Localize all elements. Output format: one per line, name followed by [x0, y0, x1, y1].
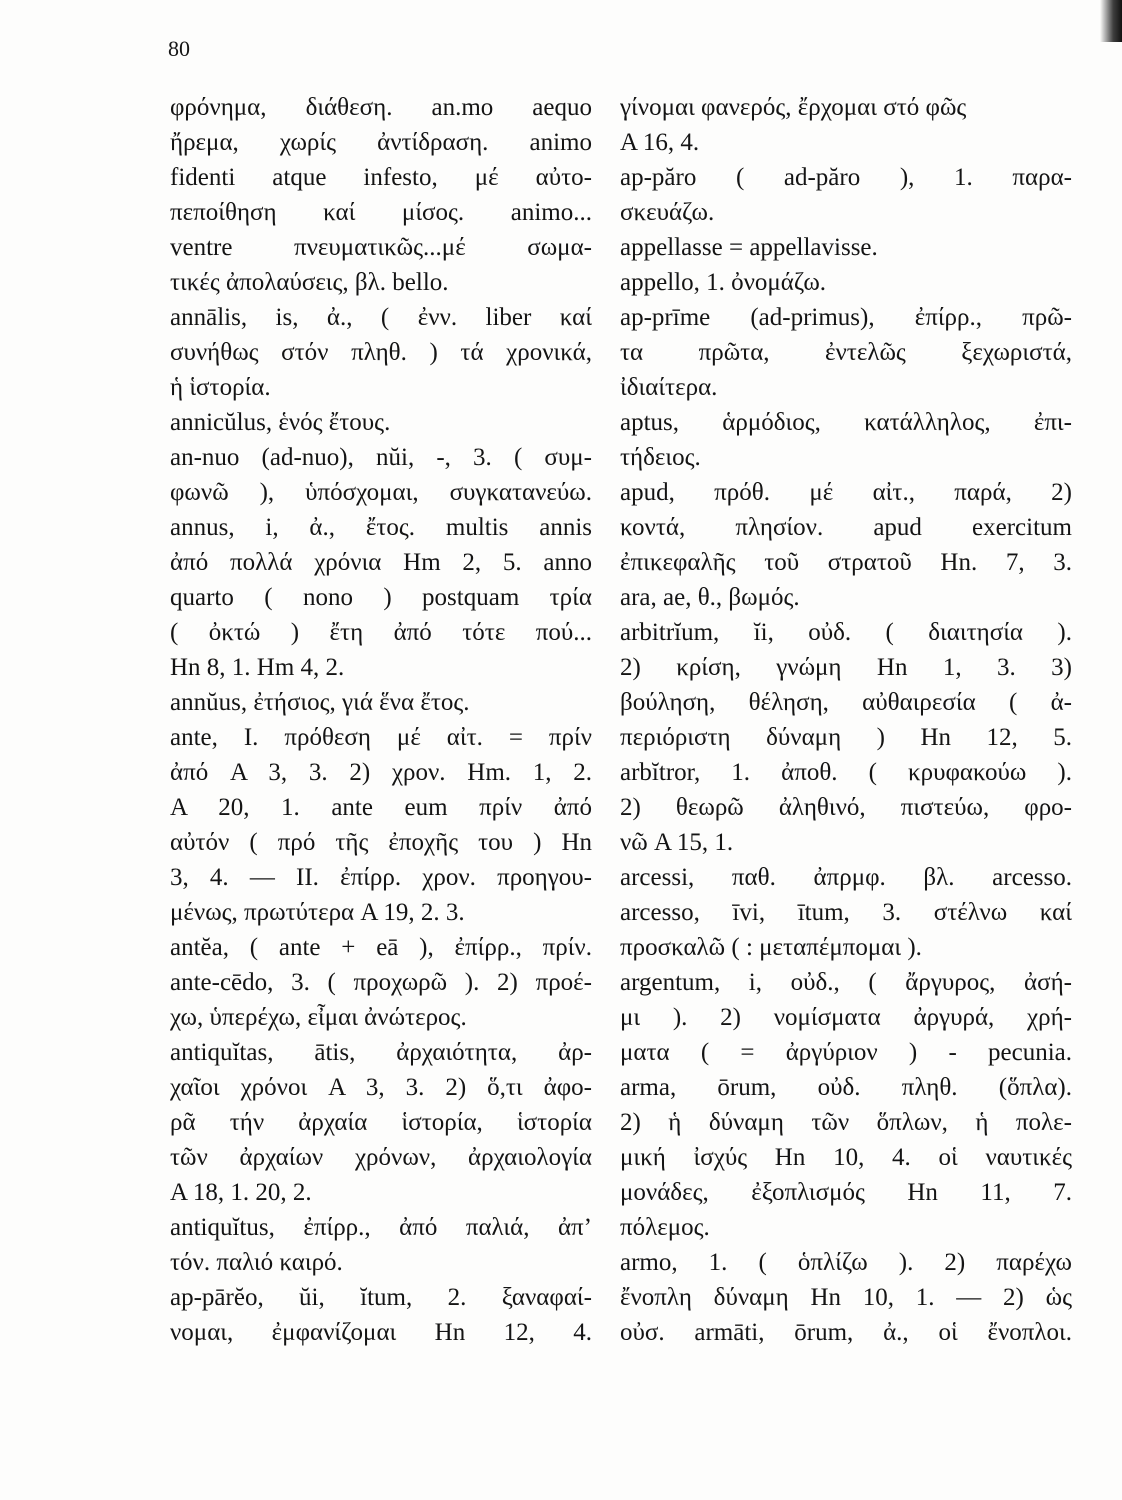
dictionary-line: armo, 1. ( ὁπλίζω ). 2) παρέχω: [620, 1249, 1072, 1276]
dictionary-line: annālis, is, ἀ., ( ἐνν. liber καί: [170, 304, 592, 331]
dictionary-line: arcessi, παθ. ἀπρμφ. βλ. arcesso.: [620, 864, 1072, 891]
dictionary-line: 2) ἡ δύναμη τῶν ὅπλων, ἡ πολε-: [620, 1109, 1072, 1136]
dictionary-line: ap-prīme (ad-primus), ἐπίρρ., πρῶ-: [620, 304, 1072, 331]
dictionary-line: ara, ae, θ., βωμός.: [620, 584, 800, 611]
dictionary-line: ἡ ἱστορία.: [170, 374, 271, 401]
dictionary-line: arcesso, īvi, ītum, 3. στέλνω καί: [620, 899, 1072, 926]
dictionary-line: appello, 1. ὀνομάζω.: [620, 269, 827, 296]
dictionary-line: βούληση, θέληση, αὐθαιρεσία ( ἀ-: [620, 689, 1072, 716]
page-number: 80: [168, 36, 190, 61]
dictionary-line: αὐτόν ( πρό τῆς ἐποχῆς του ) Hn: [170, 829, 592, 856]
left-column: [170, 90, 592, 1350]
dictionary-line: ἰδιαίτερα.: [620, 374, 718, 401]
dictionary-line: A 18, 1. 20, 2.: [170, 1179, 312, 1206]
dictionary-line: πεποίθηση καί μίσος. animo...: [170, 199, 592, 226]
dictionary-line: 3, 4. — II. ἐπίρρ. χρον. προηγου-: [170, 864, 592, 891]
dictionary-line: προσκαλῶ ( : μεταπέμπομαι ).: [620, 934, 922, 961]
dictionary-line: μική ἰσχύς Hn 10, 4. οἱ ναυτικές: [620, 1144, 1072, 1171]
dictionary-line: σκευάζω.: [620, 199, 715, 226]
dictionary-line: antiquĭtas, ātis, ἀρχαιότητα, ἀρ-: [170, 1039, 592, 1066]
dictionary-line: argentum, i, οὐδ., ( ἄργυρος, ἀσή-: [620, 969, 1072, 996]
dictionary-line: τῶν ἀρχαίων χρόνων, ἀρχαιολογία: [170, 1144, 592, 1171]
dictionary-line: arma, ōrum, οὐδ. πληθ. (ὅπλα).: [620, 1074, 1072, 1101]
dictionary-line: ante-cēdo, 3. ( προχωρῶ ). 2) προέ-: [170, 969, 592, 996]
dictionary-line: ρᾶ τήν ἀρχαία ἱστορία, ἱστορία: [170, 1109, 592, 1136]
dictionary-line: antĕa, ( ante + eā ), ἐπίρρ., πρίν.: [170, 934, 592, 961]
dictionary-line: 2) θεωρῶ ἀληθινό, πιστεύω, φρο-: [620, 794, 1072, 821]
dictionary-line: χω, ὑπερέχω, εἶμαι ἀνώτερος.: [170, 1004, 467, 1031]
dictionary-line: φωνῶ ), ὑπόσχομαι, συγκατανεύω.: [170, 479, 592, 506]
dictionary-line: χαῖοι χρόνοι A 3, 3. 2) ὅ,τι ἀφο-: [170, 1074, 592, 1101]
dictionary-line: ante, I. πρόθεση μέ αἰτ. = πρίν: [170, 724, 592, 751]
dictionary-line: ἔνοπλη δύναμη Hn 10, 1. — 2) ὡς: [620, 1284, 1072, 1311]
dictionary-line: τόν. παλιό καιρό.: [170, 1249, 343, 1276]
right-column: [620, 90, 1072, 1350]
dictionary-line: ματα ( = ἀργύριον ) - pecunia.: [620, 1039, 1072, 1066]
dictionary-line: aptus, ἁρμόδιος, κατάλληλος, ἐπι-: [620, 409, 1072, 436]
dictionary-line: ( ὀκτώ ) ἔτη ἀπό τότε πού...: [170, 619, 592, 646]
dictionary-line: A 16, 4.: [620, 129, 700, 156]
dictionary-line: annicŭlus, ἑνός ἔτους.: [170, 409, 391, 436]
dictionary-line: περιόριστη δύναμη ) Hn 12, 5.: [620, 724, 1072, 751]
dictionary-line: arbĭtror, 1. ἀποθ. ( κρυφακούω ).: [620, 759, 1072, 786]
dictionary-line: τα πρῶτα, ἐντελῶς ξεχωριστά,: [620, 339, 1072, 366]
dictionary-line: annus, i, ἀ., ἔτος. multis annis: [170, 514, 592, 541]
dictionary-line: ap-pārĕo, ŭi, ĭtum, 2. ξαναφαί-: [170, 1284, 592, 1311]
dictionary-line: fidenti atque infesto, μέ αὐτο-: [170, 164, 592, 191]
dictionary-line: annŭus, ἐτήσιος, γιά ἕνα ἔτος.: [170, 689, 470, 716]
dictionary-line: ἤρεμα, χωρίς ἀντίδραση. animo: [170, 129, 592, 156]
dictionary-line: μονάδες, ἐξοπλισμός Hn 11, 7.: [620, 1179, 1072, 1206]
dictionary-line: ventre πνευματικῶς...μέ σωμα-: [170, 234, 592, 261]
dictionary-line: 2) κρίση, γνώμη Hn 1, 3. 3): [620, 654, 1072, 681]
dictionary-line: κοντά, πλησίον. apud exercitum: [620, 514, 1072, 541]
dictionary-line: ἀπό πολλά χρόνια Hm 2, 5. anno: [170, 549, 592, 576]
dictionary-line: appellasse = appellavisse.: [620, 234, 878, 261]
dictionary-line: τικές ἀπολαύσεις, βλ. bello.: [170, 269, 449, 296]
dictionary-line: μένως, πρωτύτερα A 19, 2. 3.: [170, 899, 465, 926]
dictionary-line: Hn 8, 1. Hm 4, 2.: [170, 654, 345, 681]
dictionary-line: ap-păro ( ad-păro ), 1. παρα-: [620, 164, 1072, 191]
dictionary-line: οὐσ. armāti, ōrum, ἀ., οἱ ἔνοπλοι.: [620, 1319, 1072, 1346]
dictionary-line: νῶ A 15, 1.: [620, 829, 734, 856]
dictionary-line: φρόνημα, διάθεση. an.mo aequo: [170, 94, 592, 121]
dictionary-line: συνήθως στόν πληθ. ) τά χρονικά,: [170, 339, 592, 366]
dictionary-line: γίνομαι φανερός, ἔρχομαι στό φῶς: [620, 94, 967, 121]
dictionary-line: A 20, 1. ante eum πρίν ἀπό: [170, 794, 592, 821]
scan-edge-mark: [1100, 0, 1122, 42]
dictionary-line: πόλεμος.: [620, 1214, 710, 1241]
dictionary-line: quarto ( nono ) postquam τρία: [170, 584, 592, 611]
dictionary-line: an-nuo (ad-nuo), nŭi, -, 3. ( συμ-: [170, 444, 592, 471]
dictionary-line: τήδειος.: [620, 444, 701, 471]
dictionary-line: antiquĭtus, ἐπίρρ., ἀπό παλιά, ἀπ’: [170, 1214, 592, 1241]
dictionary-line: ἀπό A 3, 3. 2) χρον. Hm. 1, 2.: [170, 759, 592, 786]
dictionary-line: apud, πρόθ. μέ αἰτ., παρά, 2): [620, 479, 1072, 506]
dictionary-line: ἐπικεφαλῆς τοῦ στρατοῦ Hn. 7, 3.: [620, 549, 1072, 576]
dictionary-line: arbitrĭum, ĭi, οὐδ. ( διαιτησία ).: [620, 619, 1072, 646]
dictionary-line: μι ). 2) νομίσματα ἀργυρά, χρή-: [620, 1004, 1072, 1031]
dictionary-line: νομαι, ἐμφανίζομαι Hn 12, 4.: [170, 1319, 592, 1346]
